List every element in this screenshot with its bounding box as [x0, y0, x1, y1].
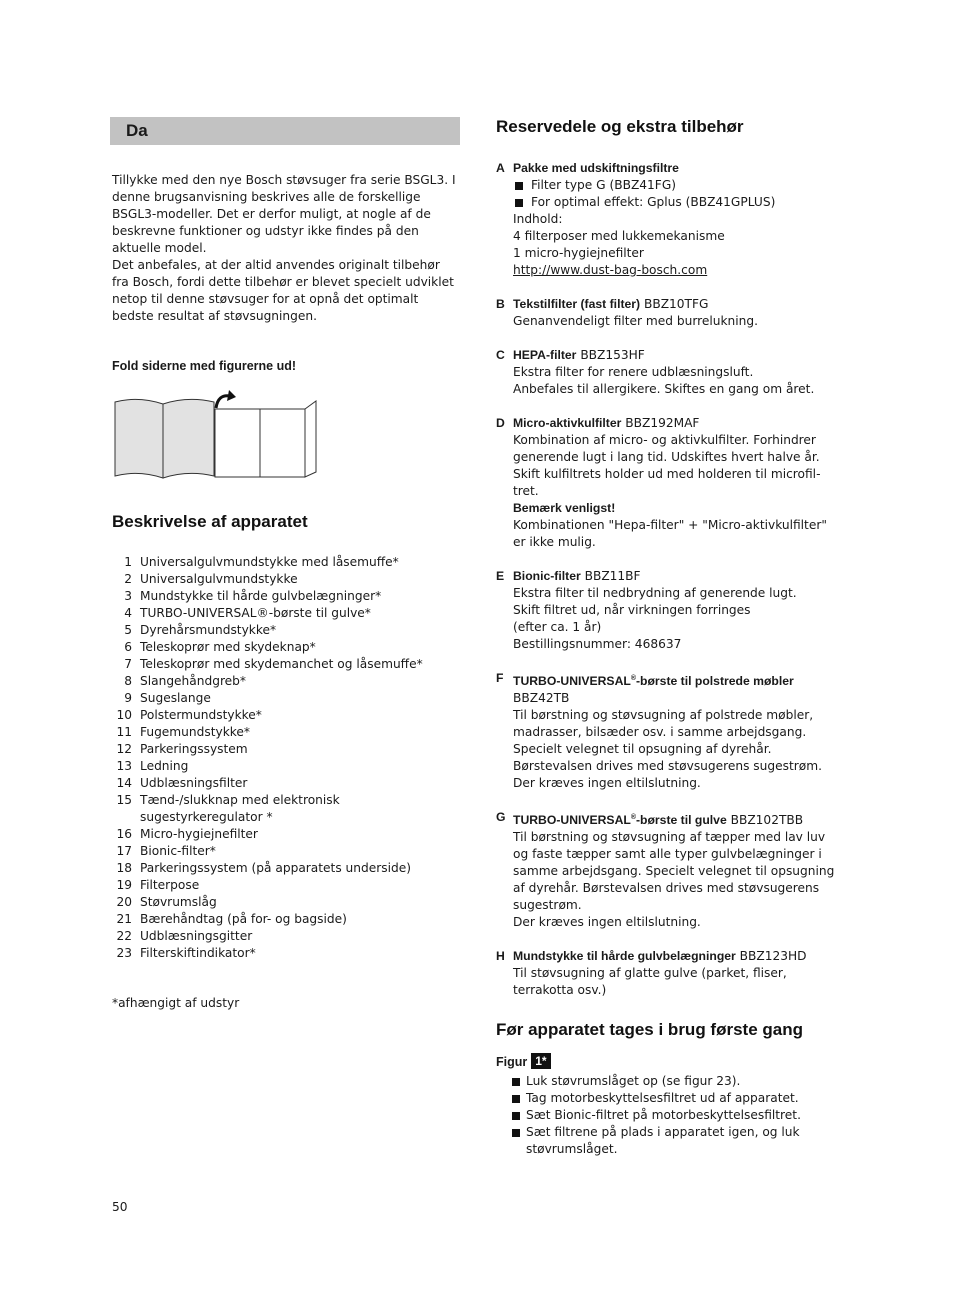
square-bullet-icon — [515, 182, 523, 190]
accessory-code: BBZ153HF — [580, 348, 645, 362]
part-number: 16 — [116, 827, 132, 841]
list-item — [112, 622, 462, 639]
part-number: 11 — [116, 725, 132, 739]
part-label: Universalgulvmundstykke — [140, 572, 298, 586]
list-item — [510, 1124, 840, 1158]
accessory-f — [496, 670, 841, 792]
accessory-letter: C — [496, 348, 505, 362]
accessory-title: TURBO-UNIVERSAL®-børste til gulve — [513, 813, 727, 827]
accessory-letter: D — [496, 416, 505, 430]
part-label: Ledning — [140, 759, 189, 773]
part-label: Micro-hygiejnefilter — [140, 827, 258, 841]
accessory-h — [496, 948, 841, 999]
language-label: Da — [126, 121, 148, 140]
list-item — [112, 673, 462, 690]
parts-list — [112, 554, 462, 962]
first-use-heading: Før apparatet tages i brug første gang — [496, 1020, 803, 1039]
accessory-code: BBZ192MAF — [625, 416, 700, 430]
part-number: 6 — [124, 640, 132, 654]
fold-out-booklet-illustration — [112, 390, 322, 482]
list-item — [112, 792, 462, 826]
registered-mark: ® — [630, 814, 636, 821]
part-label: Udblæsningsfilter — [140, 776, 248, 790]
part-label: Teleskoprør med skydeknap* — [140, 640, 316, 654]
part-label: Fugemundstykke* — [140, 725, 250, 739]
part-number: 1 — [124, 555, 132, 569]
accessory-title: Bionic-filter — [513, 569, 581, 583]
part-label: Støvrumslåg — [140, 895, 217, 909]
website-link[interactable]: http://www.dust-bag-bosch.com — [513, 263, 708, 277]
registered-mark: ® — [630, 675, 636, 682]
part-number: 5 — [124, 623, 132, 637]
list-item — [112, 877, 462, 894]
list-item — [112, 605, 462, 622]
square-bullet-icon — [512, 1112, 520, 1120]
list-item — [112, 758, 462, 775]
part-number: 20 — [116, 895, 132, 909]
list-item — [112, 894, 462, 911]
list-item — [112, 571, 462, 588]
accessory-line: Skift filtret ud, når virkningen forringes — [513, 603, 751, 617]
page-number: 50 — [112, 1200, 128, 1214]
list-item — [112, 911, 462, 928]
accessory-e — [496, 568, 841, 653]
accessory-line: Til børstning og støvsugning af tæpper med lav luv og faste tæpper samt alle typer gulvbelægninger i samme arbejdsgang. Specielt velegnet til opsugning af dyrehår. Børstevalsen drives med støvsugerens sugestrøm. — [513, 830, 835, 912]
intro-text — [112, 172, 460, 325]
part-number: 8 — [124, 674, 132, 688]
accessory-title: HEPA-filter — [513, 348, 577, 362]
note-title: Bemærk venligst! — [513, 501, 616, 515]
part-number: 4 — [124, 606, 132, 620]
part-number: 18 — [116, 861, 132, 875]
list-item — [112, 843, 462, 860]
accessory-code: BBZ10TFG — [643, 297, 709, 311]
list-item — [112, 707, 462, 724]
list-item: For optimal effekt: Gplus (BBZ41GPLUS) — [513, 194, 841, 211]
accessory-code: BBZ11BF — [584, 569, 641, 583]
list-item — [112, 588, 462, 605]
part-label: Bærehåndtag (på for- og bagside) — [140, 912, 347, 926]
part-label: Filterskiftindikator* — [140, 946, 256, 960]
part-number: 14 — [116, 776, 132, 790]
accessory-letter: E — [496, 569, 505, 583]
list-item — [112, 656, 462, 673]
accessory-letter: H — [496, 949, 505, 963]
part-label: Sugeslange — [140, 691, 211, 705]
part-number: 23 — [116, 946, 132, 960]
list-item — [510, 1090, 840, 1107]
accessory-title: Mundstykke til hårde gulvbelægninger — [513, 949, 736, 963]
step-text: Sæt filtrene på plads i apparatet igen, og luk støvrumslåget. — [526, 1125, 800, 1156]
fold-note: Fold siderne med figurerne ud! — [112, 359, 297, 373]
square-bullet-icon — [515, 199, 523, 207]
accessory-line: Til støvsugning af glatte gulve (parket, fliser, terrakotta osv.) — [513, 966, 787, 997]
list-item — [112, 945, 462, 962]
list-item — [510, 1107, 840, 1124]
language-tab — [110, 117, 460, 145]
note-text: Kombinationen "Hepa-filter" + "Micro-aktivkulfilter" er ikke mulig. — [513, 518, 827, 549]
accessory-letter: B — [496, 297, 505, 311]
accessory-letter: G — [496, 810, 506, 824]
accessory-line: Til børstning og støvsugning af polstrede møbler, madrasser, bilsæder osv. i samme arbejdsgang. Specielt velegnet til opsugning af dyrehår. Børstevalsen drives med støvsugerens sugestrøm. — [513, 708, 822, 773]
part-label: Filterpose — [140, 878, 200, 892]
step-text: Luk støvrumslåget op (se figur 23). — [526, 1074, 741, 1088]
list-item: Filter type G (BBZ41FG) — [513, 177, 841, 194]
accessory-line: 4 filterposer med lukkemekanisme — [513, 229, 725, 243]
accessory-a — [496, 160, 841, 279]
intro-paragraph: Tillykke med den nye Bosch støvsuger fra serie BSGL3. I denne brugsanvisning beskrives alle de forskellige BSGL3-modeller. Det er derfor muligt, at nogle af de beskrevne funktioner og udstyr ikke findes på den aktuelle model. — [112, 173, 456, 255]
accessories-list — [496, 160, 841, 1016]
square-bullet-icon — [512, 1078, 520, 1086]
list-item — [112, 928, 462, 945]
accessory-line: Indhold: — [513, 212, 563, 226]
list-item — [112, 860, 462, 877]
accessory-line: Der kræves ingen eltilslutning. — [513, 915, 701, 929]
accessory-code: BBZ42TB — [513, 691, 570, 705]
accessory-g — [496, 809, 841, 931]
accessory-line: (efter ca. 1 år) — [513, 620, 602, 634]
list-item — [510, 1073, 840, 1090]
part-label: Dyrehårsmundstykke* — [140, 623, 277, 637]
figure-label: Figur — [496, 1055, 528, 1069]
part-label: Parkeringssystem — [140, 742, 248, 756]
part-number: 10 — [116, 708, 132, 722]
accessory-line: Ekstra filter for renere udblæsningsluft. — [513, 365, 754, 379]
step-text: Tag motorbeskyttelsesfiltret ud af apparatet. — [526, 1091, 799, 1105]
footnote: *afhængigt af udstyr — [112, 996, 240, 1010]
accessory-line: Anbefales til allergikere. Skiftes en gang om året. — [513, 382, 815, 396]
square-bullet-icon — [512, 1129, 520, 1137]
part-label: Tænd-/slukknap med elektronisk sugestyrkeregulator * — [140, 793, 340, 824]
accessories-heading: Reservedele og ekstra tilbehør — [496, 117, 744, 136]
accessory-line: Genanvendeligt filter med burrelukning. — [513, 314, 759, 328]
part-number: 3 — [124, 589, 132, 603]
accessory-title: TURBO-UNIVERSAL®-børste til polstrede møbler — [513, 674, 794, 688]
accessory-title: Pakke med udskiftningsfiltre — [513, 161, 679, 175]
part-label: Universalgulvmundstykke med låsemuffe* — [140, 555, 399, 569]
figure-number-badge: 1* — [531, 1053, 550, 1069]
intro-paragraph: Det anbefales, at der altid anvendes originalt tilbehør fra Bosch, fordi dette tilbehør er blevet specielt udviklet netop til denne støvsuger for at opnå det optimalt bedste resultat af støvsugningen. — [112, 258, 454, 323]
part-number: 13 — [116, 759, 132, 773]
part-number: 7 — [124, 657, 132, 671]
part-number: 19 — [116, 878, 132, 892]
list-item — [112, 639, 462, 656]
part-number: 21 — [116, 912, 132, 926]
part-number: 22 — [116, 929, 132, 943]
part-label: Parkeringssystem (på apparatets underside) — [140, 861, 411, 875]
part-number: 2 — [124, 572, 132, 586]
description-heading: Beskrivelse af apparatet — [112, 512, 308, 531]
list-item — [112, 554, 462, 571]
accessory-b — [496, 296, 841, 330]
accessory-title: Tekstilfilter (fast filter) — [513, 297, 641, 311]
accessory-d — [496, 415, 841, 551]
accessory-letter: F — [496, 671, 504, 685]
part-label: TURBO-UNIVERSAL®-børste til gulve* — [140, 606, 371, 620]
part-label: Mundstykke til hårde gulvbelægninger* — [140, 589, 382, 603]
part-number: 17 — [116, 844, 132, 858]
accessory-code: BBZ102TBB — [730, 813, 804, 827]
accessory-c — [496, 347, 841, 398]
list-item — [112, 826, 462, 843]
accessory-code: BBZ123HD — [739, 949, 807, 963]
part-number: 9 — [124, 691, 132, 705]
accessory-line: 1 micro-hygiejnefilter — [513, 246, 644, 260]
part-label: Bionic-filter* — [140, 844, 216, 858]
list-item — [112, 775, 462, 792]
list-item — [112, 724, 462, 741]
accessory-line: Bestillingsnummer: 468637 — [513, 637, 682, 651]
accessory-title: Micro-aktivkulfilter — [513, 416, 622, 430]
list-item — [112, 741, 462, 758]
square-bullet-icon — [512, 1095, 520, 1103]
part-label: Udblæsningsgitter — [140, 929, 253, 943]
part-number: 12 — [116, 742, 132, 756]
accessory-line: Kombination af micro- og aktivkulfilter. Forhindrer generende lugt i lang tid. Udskiftes hvert halve år. Skift kulfiltrets holder ud med holderen til microfil-tret. — [513, 433, 821, 498]
accessory-line: Ekstra filter til nedbrydning af generende lugt. — [513, 586, 797, 600]
first-use-steps — [510, 1073, 840, 1158]
list-item — [112, 690, 462, 707]
step-text: Sæt Bionic-filtret på motorbeskyttelsesfiltret. — [526, 1108, 801, 1122]
part-label: Teleskoprør med skydemanchet og låsemuffe* — [140, 657, 423, 671]
accessory-letter: A — [496, 161, 505, 175]
part-label: Polstermundstykke* — [140, 708, 262, 722]
part-label: Slangehåndgreb* — [140, 674, 247, 688]
figure-reference — [496, 1054, 551, 1071]
part-number: 15 — [116, 793, 132, 807]
accessory-line: Der kræves ingen eltilslutning. — [513, 776, 701, 790]
